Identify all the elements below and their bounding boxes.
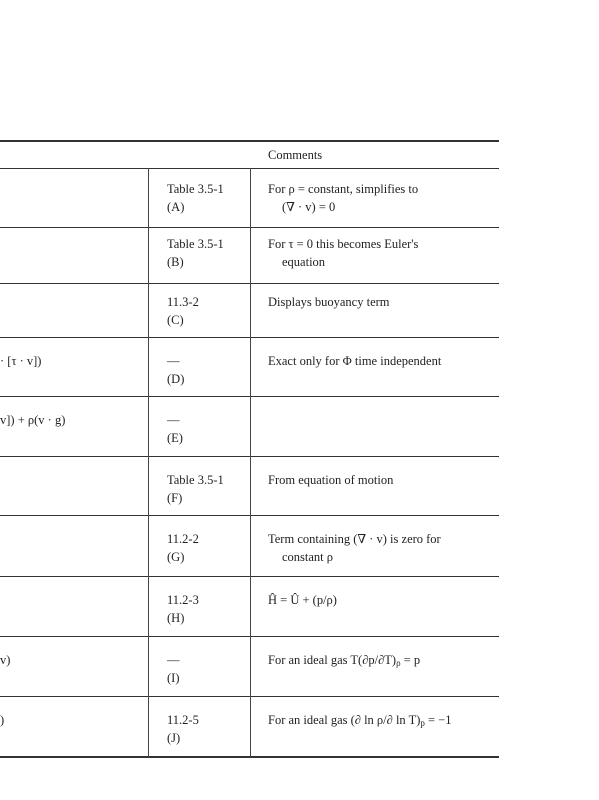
equation-tag: (C) bbox=[167, 313, 184, 327]
comment-text: For an ideal gas T(∂p/∂T) bbox=[268, 653, 397, 667]
comment-cell bbox=[268, 180, 493, 216]
comment-text: For an ideal gas (∂ ln ρ/∂ ln T) bbox=[268, 713, 421, 727]
ref-text: Table 3.5-1 bbox=[167, 237, 224, 251]
comment-text-cont: constant ρ bbox=[282, 550, 334, 564]
table-top-rule bbox=[0, 140, 499, 142]
equation-tag: (A) bbox=[167, 200, 185, 214]
comment-text: Ĥ = Û + (p/ρ) bbox=[268, 593, 337, 607]
ref-text: — bbox=[167, 653, 180, 667]
comment-text: Exact only for Φ time independent bbox=[268, 354, 442, 368]
ref-cell bbox=[167, 293, 199, 329]
ref-cell bbox=[167, 651, 180, 687]
equation-tag: (H) bbox=[167, 611, 185, 625]
equation-tag: (D) bbox=[167, 372, 185, 386]
comment-cell bbox=[268, 471, 493, 489]
ref-text: Table 3.5-1 bbox=[167, 182, 224, 196]
column-divider bbox=[250, 168, 251, 757]
comment-cell bbox=[268, 530, 493, 566]
ref-cell bbox=[167, 711, 199, 747]
comment-text-cont: (∇ · v) = 0 bbox=[282, 200, 336, 214]
comment-text: Displays buoyancy term bbox=[268, 295, 390, 309]
comment-cell bbox=[268, 711, 496, 732]
comment-text: Term containing (∇ · v) is zero for bbox=[268, 532, 441, 546]
ref-cell bbox=[167, 235, 224, 271]
equation-tag: (J) bbox=[167, 731, 181, 745]
equation-tag: (G) bbox=[167, 550, 185, 564]
equation-tag: (B) bbox=[167, 255, 184, 269]
ref-text: 11.2-5 bbox=[167, 713, 199, 727]
equation-tag: (F) bbox=[167, 491, 183, 505]
comment-text: For τ = 0 this becomes Euler's bbox=[268, 237, 419, 251]
column-divider bbox=[148, 168, 149, 757]
ref-cell bbox=[167, 530, 199, 566]
ref-text: — bbox=[167, 354, 180, 368]
equation-tag: (I) bbox=[167, 671, 180, 685]
equation-fragment: v) bbox=[0, 653, 11, 667]
comment-text: From equation of motion bbox=[268, 473, 394, 487]
equation-fragment: v]) + ρ(v · g) bbox=[0, 413, 66, 427]
comment-subscript: ρ bbox=[396, 658, 401, 668]
comment-cell bbox=[268, 352, 496, 370]
comment-cell bbox=[268, 651, 493, 672]
comment-cell bbox=[268, 293, 493, 311]
ref-text: 11.2-3 bbox=[167, 593, 199, 607]
ref-text: Table 3.5-1 bbox=[167, 473, 224, 487]
ref-cell bbox=[167, 591, 199, 627]
equation-fragment: · [τ · v]) bbox=[0, 354, 42, 368]
ref-text: 11.3-2 bbox=[167, 295, 199, 309]
comment-tail: = p bbox=[400, 653, 421, 667]
comment-subscript: p bbox=[420, 718, 425, 728]
comments-header: Comments bbox=[268, 148, 323, 162]
comment-tail: = −1 bbox=[424, 713, 452, 727]
comment-cell bbox=[268, 235, 493, 271]
comment-cell bbox=[268, 591, 493, 609]
ref-text: 11.2-2 bbox=[167, 532, 199, 546]
ref-cell bbox=[167, 471, 224, 507]
ref-cell bbox=[167, 180, 224, 216]
equation-fragment: ) bbox=[0, 713, 5, 727]
ref-cell bbox=[167, 411, 183, 447]
comment-text: For ρ = constant, simplifies to bbox=[268, 182, 419, 196]
equation-tag: (E) bbox=[167, 431, 183, 445]
ref-text: — bbox=[167, 413, 180, 427]
ref-cell bbox=[167, 352, 184, 388]
comment-text-cont: equation bbox=[282, 255, 326, 269]
